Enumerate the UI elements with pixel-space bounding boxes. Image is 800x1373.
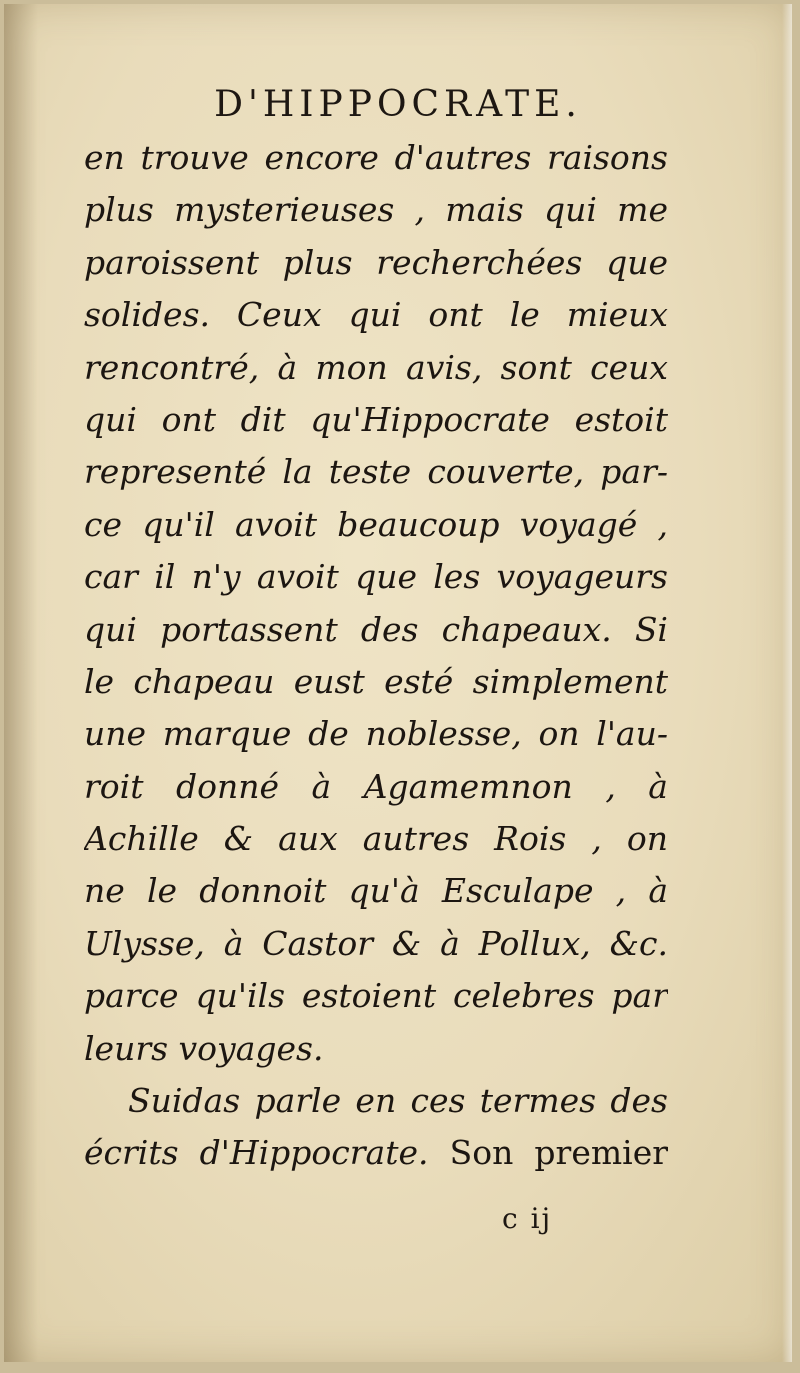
signature-mark: c ij bbox=[502, 1202, 553, 1235]
text-line: ne le donnoit qu'à Esculape , à bbox=[84, 871, 668, 911]
text-line: une marque de noblesse, on l'au- bbox=[84, 714, 668, 754]
roman-phrase: Son premier bbox=[428, 1133, 668, 1173]
text-line: leurs voyages. bbox=[84, 1028, 324, 1068]
text-line: qui ont dit qu'Hippocrate estoit bbox=[84, 399, 668, 439]
book-page bbox=[4, 4, 792, 1362]
text-line: car il n'y avoit que les voyageurs bbox=[84, 557, 668, 597]
text-line: roit donné à Agamemnon , à bbox=[84, 766, 668, 806]
text-line: solides. Ceux qui ont le mieux bbox=[84, 295, 668, 335]
text-line: parce qu'ils estoient celebres par bbox=[84, 976, 668, 1016]
text-line: representé la teste couverte, par- bbox=[84, 452, 668, 492]
text-line: ce qu'il avoit beaucoup voyagé , bbox=[84, 504, 668, 544]
text-line: plus mysterieuses , mais qui me bbox=[84, 190, 668, 230]
text-line: Ulysse, à Castor & à Pollux, &c. bbox=[84, 923, 668, 963]
text-line: en trouve encore d'autres raisons bbox=[84, 138, 668, 177]
text-line: paroissent plus recherchées que bbox=[84, 242, 668, 282]
paragraph-first-line: Suidas parle en ces termes des bbox=[128, 1081, 668, 1121]
text-line: Achille & aux autres Rois , on bbox=[84, 819, 668, 859]
text-line: le chapeau eust esté simplement bbox=[84, 661, 668, 701]
body-text bbox=[84, 132, 668, 1180]
page-edge bbox=[782, 4, 792, 1362]
text-line: rencontré, à mon avis, sont ceux bbox=[84, 347, 668, 387]
text-line: qui portassent des chapeaux. Si bbox=[84, 609, 668, 649]
gutter-shadow bbox=[4, 4, 38, 1362]
italic-phrase: écrits d'Hippocrate. bbox=[84, 1133, 429, 1173]
text-line bbox=[84, 1127, 668, 1179]
running-head: D'HIPPOCRATE. bbox=[214, 84, 582, 125]
